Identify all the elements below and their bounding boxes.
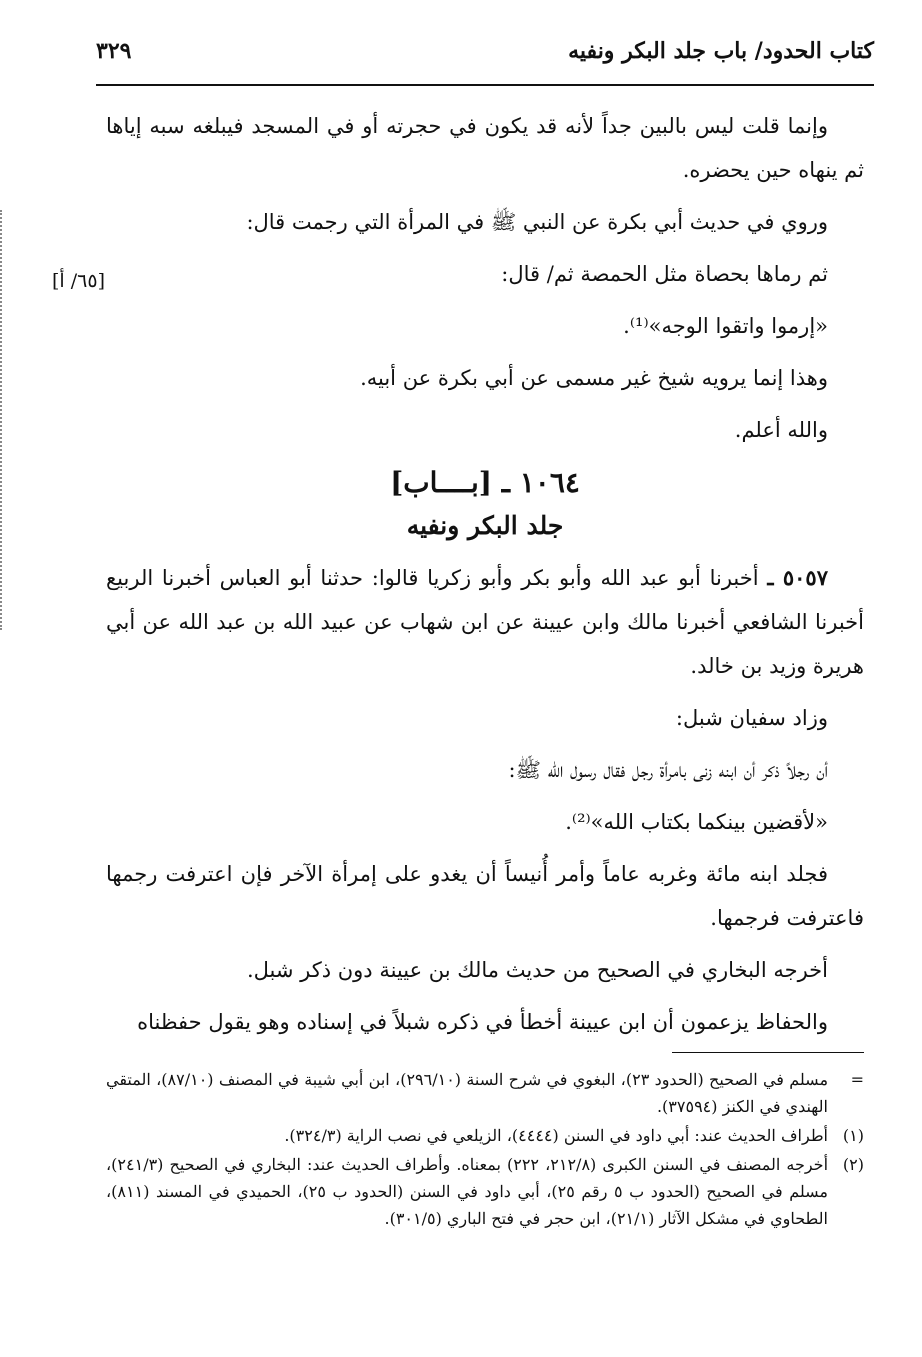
footnote-divider — [672, 1052, 864, 1053]
page-header — [96, 34, 874, 86]
footnote-text: أطراف الحديث عند: أبي داود في السنن (٤٤٤٤)، الزيلعي في نصب الراية (٣٢٤/٣). — [284, 1126, 828, 1145]
footnotes — [106, 1066, 864, 1234]
footnote-text: أخرجه المصنف في السنن الكبرى (٢١٢/٨، ٢٢٢) بمعناه. وأطراف الحديث عند: البخاري في الصحيح (٢٤١/٣)، مسلم في الصحيح (الحدود ب ٥ رقم ٢٥)، أبي داود في السنن (الحدود ب ٢٥)، الحميدي في المسند (٨١١)، الطحاوي في مشكل الآثار (٢١/١)، ابن حجر في فتح الباري (٣٠١/٥). — [106, 1155, 829, 1228]
paragraph: أخرجه البخاري في الصحيح من حديث مالك بن عيينة دون ذكر شبل. — [246, 958, 828, 982]
paragraph: وإنما قلت ليس بالبين جداً لأنه قد يكون في حجرته أو في المسجد فيبلغه سبه إياها ثم ينهاه حين يحضره. — [106, 114, 864, 182]
footnote — [106, 1122, 864, 1149]
paragraph: وزاد سفيان شبل: — [675, 706, 828, 730]
hadith-number: ٥٠٥٧ ـ — [767, 565, 828, 590]
paragraph: ثم رماها بحصاة مثل الحمصة ثم/ قال: — [501, 262, 828, 286]
paragraph: والله أعلم. — [734, 418, 828, 442]
footnote-mark: = — [850, 1070, 864, 1089]
paragraph: «إرموا واتقوا الوجه»⁽¹⁾. — [623, 314, 828, 338]
chapter-title: جلد البكر ونفيه — [406, 511, 564, 540]
paragraph: والحفاظ يزعمون أن ابن عيينة أخطأ في ذكره شبلاً في إسناده وهو يقول حفظناه — [137, 1010, 828, 1034]
footnote-mark: (١) — [842, 1126, 864, 1145]
paragraph: فجلد ابنه مائة وغربه عاماً وأمر أُنيساً أن يغدو على إمرأة الآخر فإن اعترفت رجمها فاعترفت فرجمها. — [106, 862, 864, 930]
footnote — [106, 1066, 864, 1120]
footnote-text: مسلم في الصحيح (الحدود ٢٣)، البغوي في شرح السنة (٢٩٦/١٠)، ابن أبي شيبة في المصنف (٨٧/١٠)، المتقي الهندي في الكنز (٣٧٥٩٤). — [106, 1070, 829, 1116]
paragraph: «لأقضين بينكما بكتاب الله»⁽²⁾. — [565, 810, 828, 834]
chapter-number-heading: ١٠٦٤ ـ [بــــاب] — [390, 466, 580, 499]
main-text — [106, 104, 864, 1052]
manuscript-folio-note: [٦٥/ أ] — [52, 270, 105, 292]
binding-edge — [0, 210, 6, 630]
footnote — [106, 1151, 864, 1232]
paragraph: وهذا إنما يرويه شيخ غير مسمى عن أبي بكرة عن أبيه. — [360, 366, 828, 390]
paragraph: وروي في حديث أبي بكرة عن النبي ﷺ في المرأة التي رجمت قال: — [246, 210, 828, 234]
paragraph: أن رجلاً ذكر أن ابنه زنى بامرأة رجل فقال رسول الله ﷺ: — [508, 758, 828, 782]
footnote-mark: (٢) — [842, 1155, 864, 1174]
page-number: ٣٢٩ — [96, 38, 132, 64]
hadith-isnad: أخبرنا أبو عبد الله وأبو بكر وأبو زكريا قالوا: حدثنا أبو العباس أخبرنا الربيع أخبرنا الشافعي أخبرنا مالك وابن عيينة عن ابن شهاب عن عبيد الله بن عبد الله عن أبي هريرة وزيد بن خالد. — [106, 566, 864, 678]
hadith-paragraph — [106, 556, 864, 688]
running-title: كتاب الحدود/ باب جلد البكر ونفيه — [568, 38, 874, 64]
